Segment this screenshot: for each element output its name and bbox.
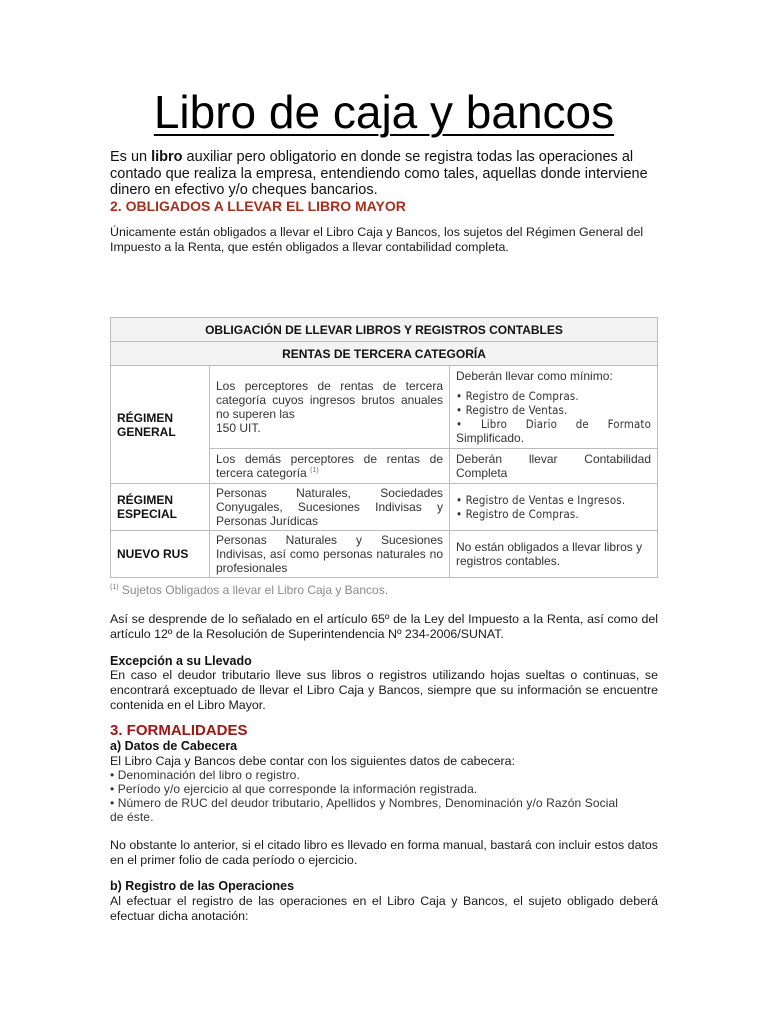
general-row2-req: Deberán llevar Contabilidad Completa <box>450 449 658 484</box>
intro-text-end: auxiliar pero obligatorio en donde se registra todas las operaciones al contado que realiza la empresa, entendiendo como tales, aquellas donde interviene dinero en efectivo y/o cheques bancarios. <box>110 149 648 198</box>
general-req-item: • Registro de Compras. <box>456 389 579 403</box>
operations-paragraph: Al efectuar el registro de las operaciones en el Libro Caja y Bancos, el sujeto obligado deberá efectuar dicha anotación: <box>110 894 658 923</box>
list-item: • Denominación del libro o registro. <box>110 768 300 782</box>
manual-book-paragraph: No obstante lo anterior, si el citado libro es llevado en forma manual, bastará con incluir estos datos en el primer folio de cada período o ejercicio. <box>110 838 658 867</box>
section3-heading: 3. FORMALIDADES <box>110 722 248 739</box>
regime-general-label: RÉGIMEN GENERAL <box>111 366 210 484</box>
general-row1-desc-uit: 150 UIT. <box>216 421 261 435</box>
general-row1-desc-text: Los perceptores de rentas de tercera categoría cuyos ingresos brutos anuales no superen las <box>216 379 443 421</box>
regime-rus-label: NUEVO RUS <box>111 531 210 578</box>
legal-reference-paragraph: Así se desprende de lo señalado en el artículo 65º de la Ley del Impuesto a la Renta, así como del artículo 12º de la Resolución de Superintendencia Nº 234-2006/SUNAT. <box>110 612 658 641</box>
especial-req-item: • Registro de Ventas e Ingresos. <box>456 493 626 507</box>
footnote-mark: (1) <box>110 584 119 591</box>
general-row1-req <box>450 366 658 449</box>
intro-paragraph <box>110 149 650 199</box>
especial-req <box>450 484 658 531</box>
list-item: de éste. <box>110 810 154 824</box>
table-subtitle: RENTAS DE TERCERA CATEGORÍA <box>111 342 658 366</box>
section2-paragraph: Únicamente están obligados a llevar el Libro Caja y Bancos, los sujetos del Régimen General del Impuesto a la Renta, que estén obligados a llevar contabilidad completa. <box>110 225 644 254</box>
general-row1-desc <box>210 366 450 449</box>
table-title: OBLIGACIÓN DE LLEVAR LIBROS Y REGISTROS CONTABLES <box>111 318 658 342</box>
general-req-item: Simplificado. <box>456 431 525 445</box>
general-req-item: • Libro Diario de Formato <box>456 417 651 431</box>
table-title-row <box>111 318 658 342</box>
table-row <box>111 531 658 578</box>
table-row <box>111 484 658 531</box>
intro-text-start: Es un <box>110 149 152 165</box>
obligations-table <box>110 317 658 578</box>
general-req-item: • Registro de Ventas. <box>456 403 568 417</box>
general-row1-req-title: Deberán llevar como mínimo: <box>456 369 613 383</box>
list-item: • Número de RUC del deudor tributario, Apellidos y Nombres, Denominación y/o Razón Social <box>110 796 619 810</box>
general-row2-desc <box>210 449 450 484</box>
exception-paragraph: En caso el deudor tributario lleve sus libros o registros utilizando hojas sueltas o continuas, se encontrará exceptuado de llevar el Libro Caja y Bancos, siempre que su información se encuentre contenida en el Libro Mayor. <box>110 668 658 712</box>
operations-heading: b) Registro de las Operaciones <box>110 879 295 893</box>
table-footnote <box>110 583 388 597</box>
header-data-paragraph: El Libro Caja y Bancos debe contar con los siguientes datos de cabecera: <box>110 754 516 768</box>
general-row2-desc-text: Los demás perceptores de rentas de tercera categoría <box>216 452 443 480</box>
exception-heading: Excepción a su Llevado <box>110 654 252 668</box>
table-subtitle-row <box>111 342 658 366</box>
especial-desc: Personas Naturales, Sociedades Conyugales, Sucesiones Indivisas y Personas Jurídicas <box>210 484 450 531</box>
especial-req-item: • Registro de Compras. <box>456 507 579 521</box>
page-title: Libro de caja y bancos <box>153 86 615 138</box>
header-data-heading: a) Datos de Cabecera <box>110 739 238 753</box>
section2-heading: 2. OBLIGADOS A LLEVAR EL LIBRO MAYOR <box>110 198 406 214</box>
rus-req: No están obligados a llevar libros y registros contables. <box>450 531 658 578</box>
table-row <box>111 366 658 449</box>
intro-bold-word: libro <box>151 149 183 165</box>
list-item: • Período y/o ejercicio al que corresponde la información registrada. <box>110 782 478 796</box>
footnote-mark: (1) <box>310 467 319 474</box>
footnote-text: Sujetos Obligados a llevar el Libro Caja y Bancos. <box>118 583 389 597</box>
regime-especial-label: RÉGIMEN ESPECIAL <box>111 484 210 531</box>
rus-desc: Personas Naturales y Sucesiones Indivisas, así como personas naturales no profesionales <box>210 531 450 578</box>
